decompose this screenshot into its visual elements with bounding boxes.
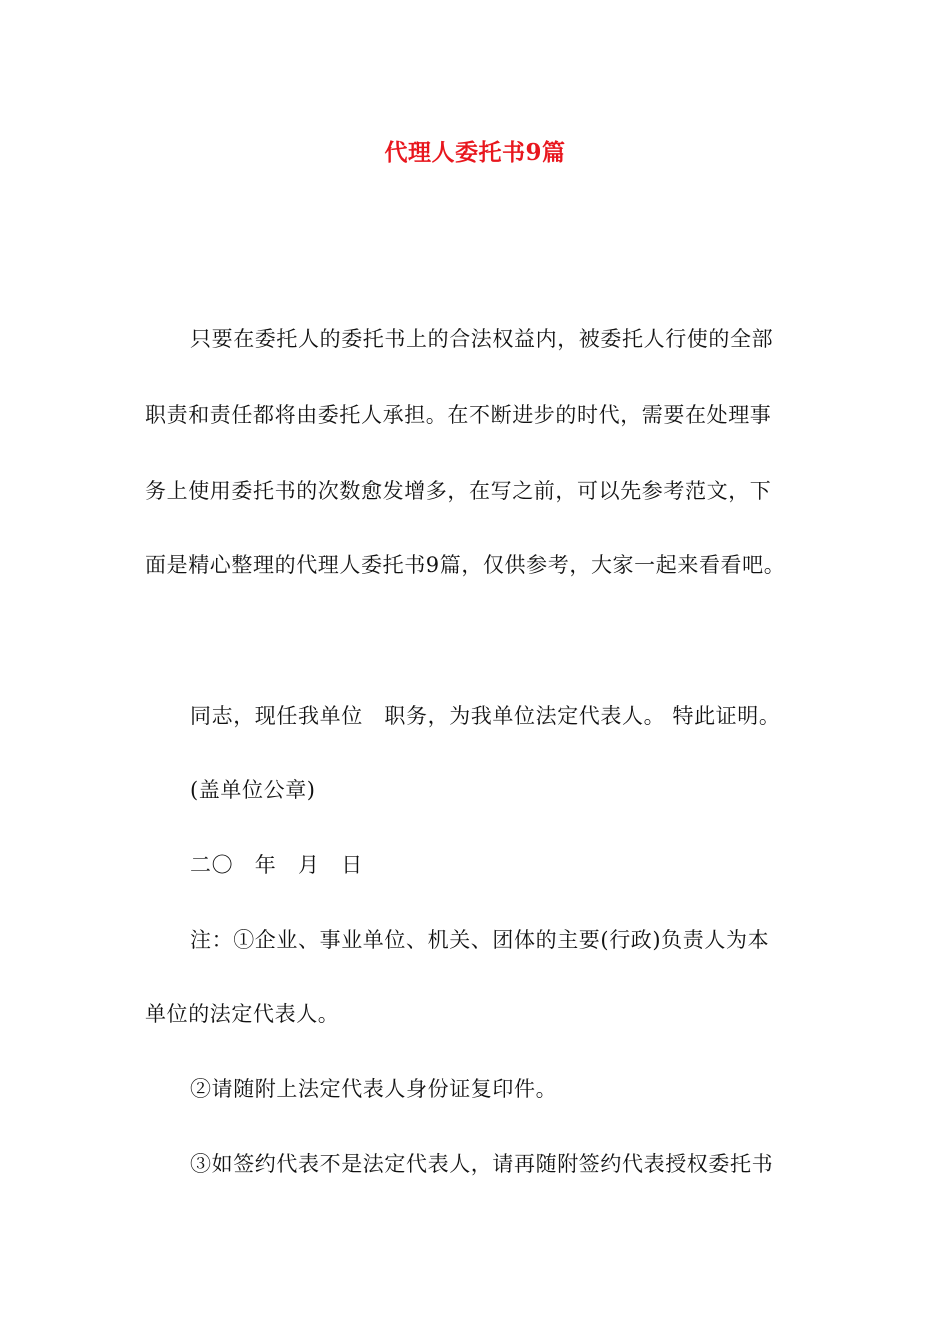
intro-line-1: 只要在委托人的委托书上的合法权益内，被委托人行使的全部 <box>190 327 774 351</box>
note-item-3: ③如签约代表不是法定代表人，请再随附签约代表授权委托书 <box>190 1152 774 1176</box>
intro-line-3: 务上使用委托书的次数愈发增多，在写之前，可以先参考范文，下 <box>145 479 772 503</box>
seal-note: (盖单位公章) <box>190 778 316 802</box>
document-title: 代理人委托书9篇 <box>384 139 566 166</box>
intro-line-2: 职责和责任都将由委托人承担。在不断进步的时代，需要在处理事 <box>145 403 772 427</box>
note-item-2: ②请随附上法定代表人身份证复印件。 <box>190 1077 558 1101</box>
note-line-1: 注：①企业、事业单位、机关、团体的主要(行政)负责人为本 <box>190 928 770 952</box>
note-line-2: 单位的法定代表人。 <box>145 1002 340 1026</box>
date-line: 二〇 年 月 日 <box>190 853 363 877</box>
certificate-line: 同志，现任我单位 职务，为我单位法定代表人。 特此证明。 <box>190 704 781 728</box>
intro-line-4: 面是精心整理的代理人委托书9篇，仅供参考，大家一起来看看吧。 <box>145 553 786 577</box>
